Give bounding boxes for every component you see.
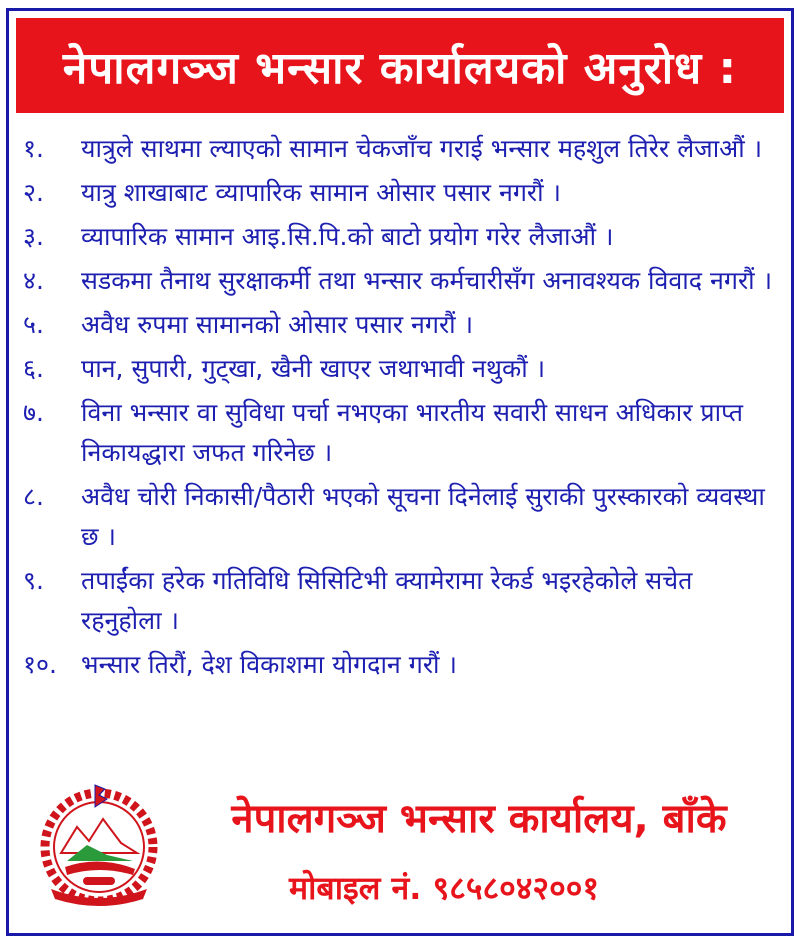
rule-text: विना भन्सार वा सुविधा पर्चा नभएका भारतीय सवारी साधन अधिकार प्राप्त निकायद्धारा जफत गरिनेछ । <box>81 398 744 467</box>
rule-item <box>23 217 779 257</box>
rule-number: ५. <box>23 310 44 339</box>
rule-text: यात्रुले साथमा ल्याएको सामान चेकजाँच गराई भन्सार महशुल तिरेर लैजाऔं । <box>81 134 763 163</box>
rule-number: ७. <box>23 398 44 427</box>
rule-item <box>23 261 779 301</box>
office-name: नेपालगञ्ज भन्सार कार्यालय, बाँके <box>231 796 727 842</box>
rule-number: ३. <box>23 222 44 251</box>
rule-text: व्यापारिक सामान आइ.सि.पि.को बाटो प्रयोग गरेर लैजाऔं । <box>81 222 614 251</box>
rule-number: ८. <box>23 482 44 511</box>
rule-number: ९. <box>23 566 44 595</box>
rule-item <box>23 561 779 641</box>
header-banner <box>16 18 784 113</box>
nepal-government-emblem-icon <box>37 781 162 911</box>
rule-text: सडकमा तैनाथ सुरक्षाकर्मी तथा भन्सार कर्मचारीसँग अनावश्यक विवाद नगरौं । <box>81 266 773 295</box>
rule-text: भन्सार तिरौं, देश विकाशमा योगदान गरौं । <box>81 650 457 679</box>
rule-item <box>23 349 779 389</box>
rule-text: पान, सुपारी, गुट्खा, खैनी खाएर जथाभावी नथुकौं । <box>81 354 546 383</box>
rule-item <box>23 129 779 169</box>
rule-number: १०. <box>23 650 57 679</box>
rule-text: अवैध चोरी निकासी/पैठारी भएको सूचना दिनेलाई सुराकी पुरस्कारको व्यवस्था छ । <box>81 482 765 551</box>
notice-title: नेपालगञ्ज भन्सार कार्यालयको अनुरोध : <box>62 42 738 94</box>
rule-item <box>23 393 779 473</box>
rule-number: २. <box>23 178 44 207</box>
rule-number: ४. <box>23 266 44 295</box>
rule-text: तपाईंका हरेक गतिविधि सिसिटिभी क्यामेरामा रेकर्ड भइरहेकोले सचेत रहनुहोला । <box>81 566 693 635</box>
rule-number: १. <box>23 134 44 163</box>
rule-item <box>23 173 779 213</box>
rule-text: अवैध रुपमा सामानको ओसार पसार नगरौं । <box>81 310 474 339</box>
rule-item <box>23 645 779 685</box>
mobile-number: मोबाइल नं. ९८५८०४२००१ <box>289 869 599 907</box>
rule-number: ६. <box>23 354 44 383</box>
rules-list <box>23 129 779 689</box>
rule-item <box>23 477 779 557</box>
notice-board <box>6 8 794 936</box>
rule-text: यात्रु शाखाबाट व्यापारिक सामान ओसार पसार नगरौं । <box>81 178 562 207</box>
rule-item <box>23 305 779 345</box>
